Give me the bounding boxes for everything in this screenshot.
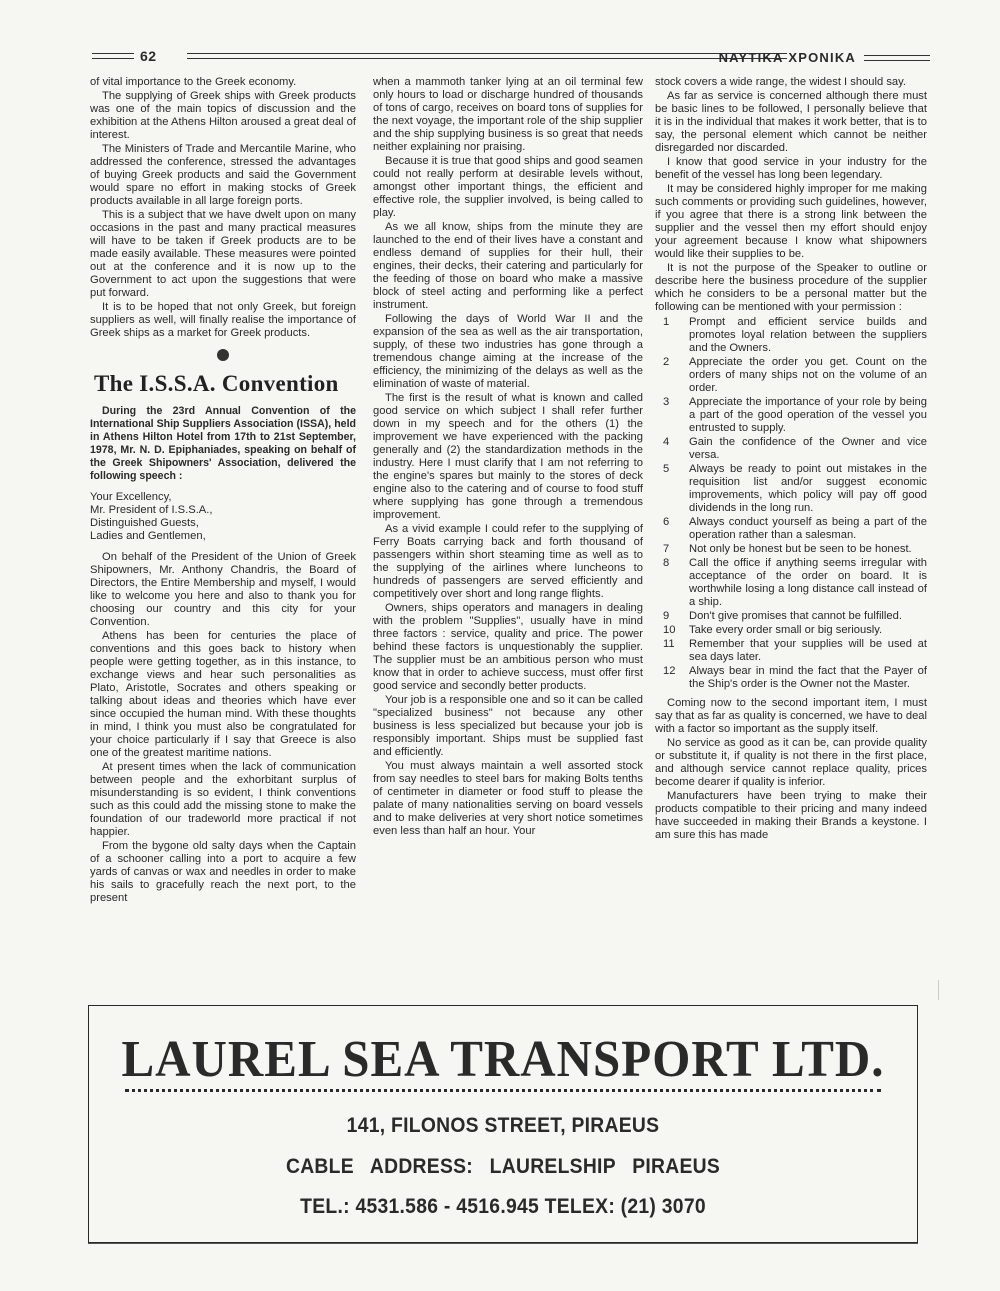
- bottom-rule: [88, 1243, 918, 1244]
- paragraph: It may be considered highly improper for me making such comments or providing such guidelines, however, if you agree that there is a strong link between the supplier and the vessel then my effort should enjoy your agreement because I know what shipowners would like their supplies to be.: [655, 183, 927, 260]
- column-1: [90, 76, 356, 905]
- paragraph: As a vivid example I could refer to the supplying of Ferry Boats carrying back and forth thousand of passengers within short steaming time as well as to the supplying of the airlines where luncheons to hundreds of passengers are served efficiently and competitively over short and long range flights.: [373, 523, 643, 600]
- header-rule-right: [864, 55, 930, 61]
- list-item: [655, 638, 927, 664]
- list-number: 8: [663, 557, 670, 569]
- list-text: Gain the confidence of the Owner and vice versa.: [689, 436, 927, 461]
- numbered-guidelines: [655, 316, 927, 691]
- list-number: 9: [663, 610, 670, 622]
- article-intro: During the 23rd Annual Convention of the International Ship Suppliers Association (ISSA), held in Athens Hilton Hotel from 17th to 21st September, 1978, Mr. N. D. Epiphaniades, speaking on behalf of the Greek Shipowners' Association, delivered the following speech :: [90, 405, 356, 482]
- salutation-line: Distinguished Guests,: [90, 517, 199, 529]
- paragraph: The Ministers of Trade and Mercantile Marine, who addressed the conference, stressed the advantages of buying Greek products and said the Government would spare no effort in making stocks of Greek products available in all large foreign ports.: [90, 143, 356, 207]
- list-item: [655, 356, 927, 395]
- paragraph: This is a subject that we have dwelt upon on many occasions in the past and many practical measures will have to be taken if Greek products are to be made easily available. These measures were pointed out at the conference and it is now up to the Government to act upon the suggestions that were put forward.: [90, 209, 356, 299]
- ad-company-name: LAUREL SEA TRANSPORT LTD.: [121, 1029, 885, 1088]
- advertisement-box: [88, 1005, 918, 1243]
- list-item: [655, 316, 927, 355]
- ad-address: 141, FILONOS STREET, PIRAEUS: [346, 1114, 660, 1137]
- page-header: [92, 48, 930, 70]
- list-item: [655, 396, 927, 435]
- paragraph: Following the days of World War II and the expansion of the sea as well as the air transportation, supply, of these two industries has gone through a tremendous change aiming at the increase of the efficiency, the minimizing of the delays as well as the elimination of waste of material.: [373, 313, 643, 390]
- list-number: 10: [663, 624, 676, 636]
- paragraph: At present times when the lack of communication between people and the exhorbitant surplus of misunderstanding is so evident, I think conventions such as this could add the missing stone to make the foundation of our tradeworld more practical if not happier.: [90, 761, 356, 838]
- paragraph: I know that good service in your industry for the benefit of the vessel has long been legendary.: [655, 156, 927, 181]
- list-item: [655, 610, 927, 623]
- list-number: 1: [663, 316, 670, 328]
- paragraph: of vital importance to the Greek economy.: [90, 76, 297, 88]
- section-title: The I.S.S.A. Convention: [94, 371, 339, 396]
- salutation-line: Ladies and Gentlemen,: [90, 530, 206, 542]
- list-text: Call the office if anything seems irregular with acceptance of the order on board. It is worthwhile losing a long distance call instead of a ship.: [689, 557, 927, 608]
- journal-title: ΝΑΥΤΙΚΑ ΧΡΟΝΙΚΑ: [718, 50, 856, 65]
- page-edge-mark: [938, 980, 939, 1000]
- paragraph: It is not the purpose of the Speaker to outline or describe here the business procedure of the supplier which he considers to be a personal matter but the following can be mentioned with your permission :: [655, 262, 927, 313]
- list-number: 7: [663, 543, 670, 555]
- paragraph: Because it is true that good ships and good seamen could not really perform at desirable levels without, amongst other important things, the efficient and effective role, the supplier involved, is being called to play.: [373, 155, 643, 219]
- paragraph: when a mammoth tanker lying at an oil terminal few only hours to load or discharge hundred of thousands of tons of cargo, receives on board tons of supplies for the next voyage, the important role of the ship supplier and the ship supplying business is so great that needs neither explaining nor praising.: [373, 76, 643, 153]
- list-text: Prompt and efficient service builds and promotes loyal relation between the suppliers and the Owners.: [689, 316, 927, 354]
- header-rule-middle: [187, 53, 787, 59]
- salutation-line: Your Excellency,: [90, 491, 172, 503]
- ad-telephone: TEL.: 4531.586 - 4516.945 TELEX: (21) 3070: [300, 1195, 706, 1218]
- paragraph: On behalf of the President of the Union of Greek Shipowners, Mr. Anthony Chandris, the Board of Directors, the Entire Membership and myself, I would like to welcome you here and also to thank you for choosing our country and this city for your Convention.: [90, 551, 356, 628]
- paragraph: It is to be hoped that not only Greek, but foreign suppliers as well, will finally realise the importance of Greek ships as a market for Greek products.: [90, 301, 356, 339]
- list-text: Don't give promises that cannot be fulfilled.: [689, 610, 902, 622]
- list-item: [655, 665, 927, 691]
- ad-dotted-rule: [125, 1089, 881, 1092]
- list-number: 6: [663, 516, 670, 528]
- section-bullet-icon: [217, 349, 229, 361]
- list-item: [655, 463, 927, 515]
- list-item: [655, 543, 927, 556]
- list-number: 3: [663, 396, 670, 408]
- list-item: [655, 436, 927, 462]
- paragraph: From the bygone old salty days when the Captain of a schooner calling into a port to acquire a few yards of canvas or wax and needles in order to make his sails to gracefully reach the next port, to the present: [90, 840, 356, 904]
- salutation: [90, 491, 356, 543]
- paragraph: As far as service is concerned although there must be basic lines to be followed, I personally believe that it is in the individual that makes it work better, that is to say, the personal element which cannot be neither disregarded nor discarded.: [655, 90, 927, 154]
- list-text: Take every order small or big seriously.: [689, 624, 883, 636]
- paragraph: stock covers a wide range, the widest I should say.: [655, 76, 907, 88]
- paragraph: As we all know, ships from the minute they are launched to the end of their lives have a constant and endless demand of supplies for their hull, their engines, their decks, their catering and particularly for the feeding of those on board who make a massive block of steel acting and performing like a perfect instrument.: [373, 221, 643, 311]
- list-item: [655, 516, 927, 542]
- paragraph: Your job is a responsible one and so it can be called "specialized business" not because any other business is less specialized but because your job is responsibly important. Ships must be supplied fast and efficiently.: [373, 694, 643, 758]
- list-text: Appreciate the importance of your role by being a part of the good operation of the vessel you entrusted to supply.: [689, 396, 927, 434]
- paragraph: The supplying of Greek ships with Greek products was one of the main topics of discussion and the exhibition at the Athens Hilton aroused a great deal of interest.: [90, 90, 356, 141]
- paragraph: Coming now to the second important item, I must say that as far as quality is concerned, we have to deal with a factor so important as the supply itself.: [655, 697, 927, 735]
- list-number: 12: [663, 665, 676, 677]
- paragraph: The first is the result of what is known and called good service on which subject I shall refer further down in my speech and for the others (1) the improvement we have experienced with the packing generally and (2) the standardization methods in the industry. Here I must clarify that I am not referring to the engine's spares but mainly to the stores of deck engine also to the catering and of course to food stuff where supplying has gone through a tremendous improvement.: [373, 392, 643, 521]
- column-2: [373, 76, 643, 838]
- ad-cable-address: CABLE ADDRESS: LAURELSHIP PIRAEUS: [285, 1155, 721, 1178]
- header-rule-left: [92, 53, 134, 59]
- paragraph: No service as good as it can be, can provide quality or substitute it, if quality is not there in the first place, and although service cannot replace quality, prices become dearer if quality is inferior.: [655, 737, 927, 788]
- list-number: 2: [663, 356, 670, 368]
- paragraph: Owners, ships operators and managers in dealing with the problem "Supplies", usually have in mind three factors : service, quality and price. The power behind these factors is unquestionably the supplier. The supplier must be an ambitious person who must know that in order to achieve success, must offer first good service and secondly better products.: [373, 602, 643, 692]
- list-item: [655, 624, 927, 637]
- list-number: 4: [663, 436, 670, 448]
- paragraph: Manufacturers have been trying to make their products compatible to their pricing and many indeed have succeeded in making their Brands a keystone. I am sure this has made: [655, 790, 927, 841]
- column-3: [655, 76, 927, 842]
- list-item: [655, 557, 927, 609]
- page-number: 62: [140, 48, 157, 64]
- paragraph: You must always maintain a well assorted stock from say needles to steel bars for making Bolts tenths of centimeter in diameter or food stuff to please the palate of many nationalities serving on board vessels and to make deliveries at very short notice sometimes even less than half an hour. Your: [373, 760, 643, 837]
- paragraph: Athens has been for centuries the place of conventions and this goes back to history when people were getting together, as in this instance, to exchange views and hear such personalities as Plato, Aristotle, Socrates and others speaking or talking about ideas and theories which have ever since occupied the human mind. With these thoughts in mind, I think you must also be congratulated for your choice particularly if I say that Greece is also one of the greatest maritime nations.: [90, 630, 356, 759]
- list-text: Always be ready to point out mistakes in the requisition list and/or suggest economic improvements, which policy will pay off good dividends in the long run.: [689, 463, 927, 514]
- list-number: 11: [663, 638, 675, 650]
- list-text: Remember that your supplies will be used at sea days later.: [689, 638, 927, 663]
- salutation-line: Mr. President of I.S.S.A.,: [90, 504, 213, 516]
- list-text: Appreciate the order you get. Count on the orders of many ships not on the volume of an order.: [689, 356, 927, 394]
- list-text: Not only be honest but be seen to be honest.: [689, 543, 912, 555]
- list-text: Always conduct yourself as being a part of the operation rather than a salesman.: [689, 516, 927, 541]
- list-number: 5: [663, 463, 670, 475]
- list-text: Always bear in mind the fact that the Payer of the Ship's order is the Owner not the Master.: [689, 665, 927, 690]
